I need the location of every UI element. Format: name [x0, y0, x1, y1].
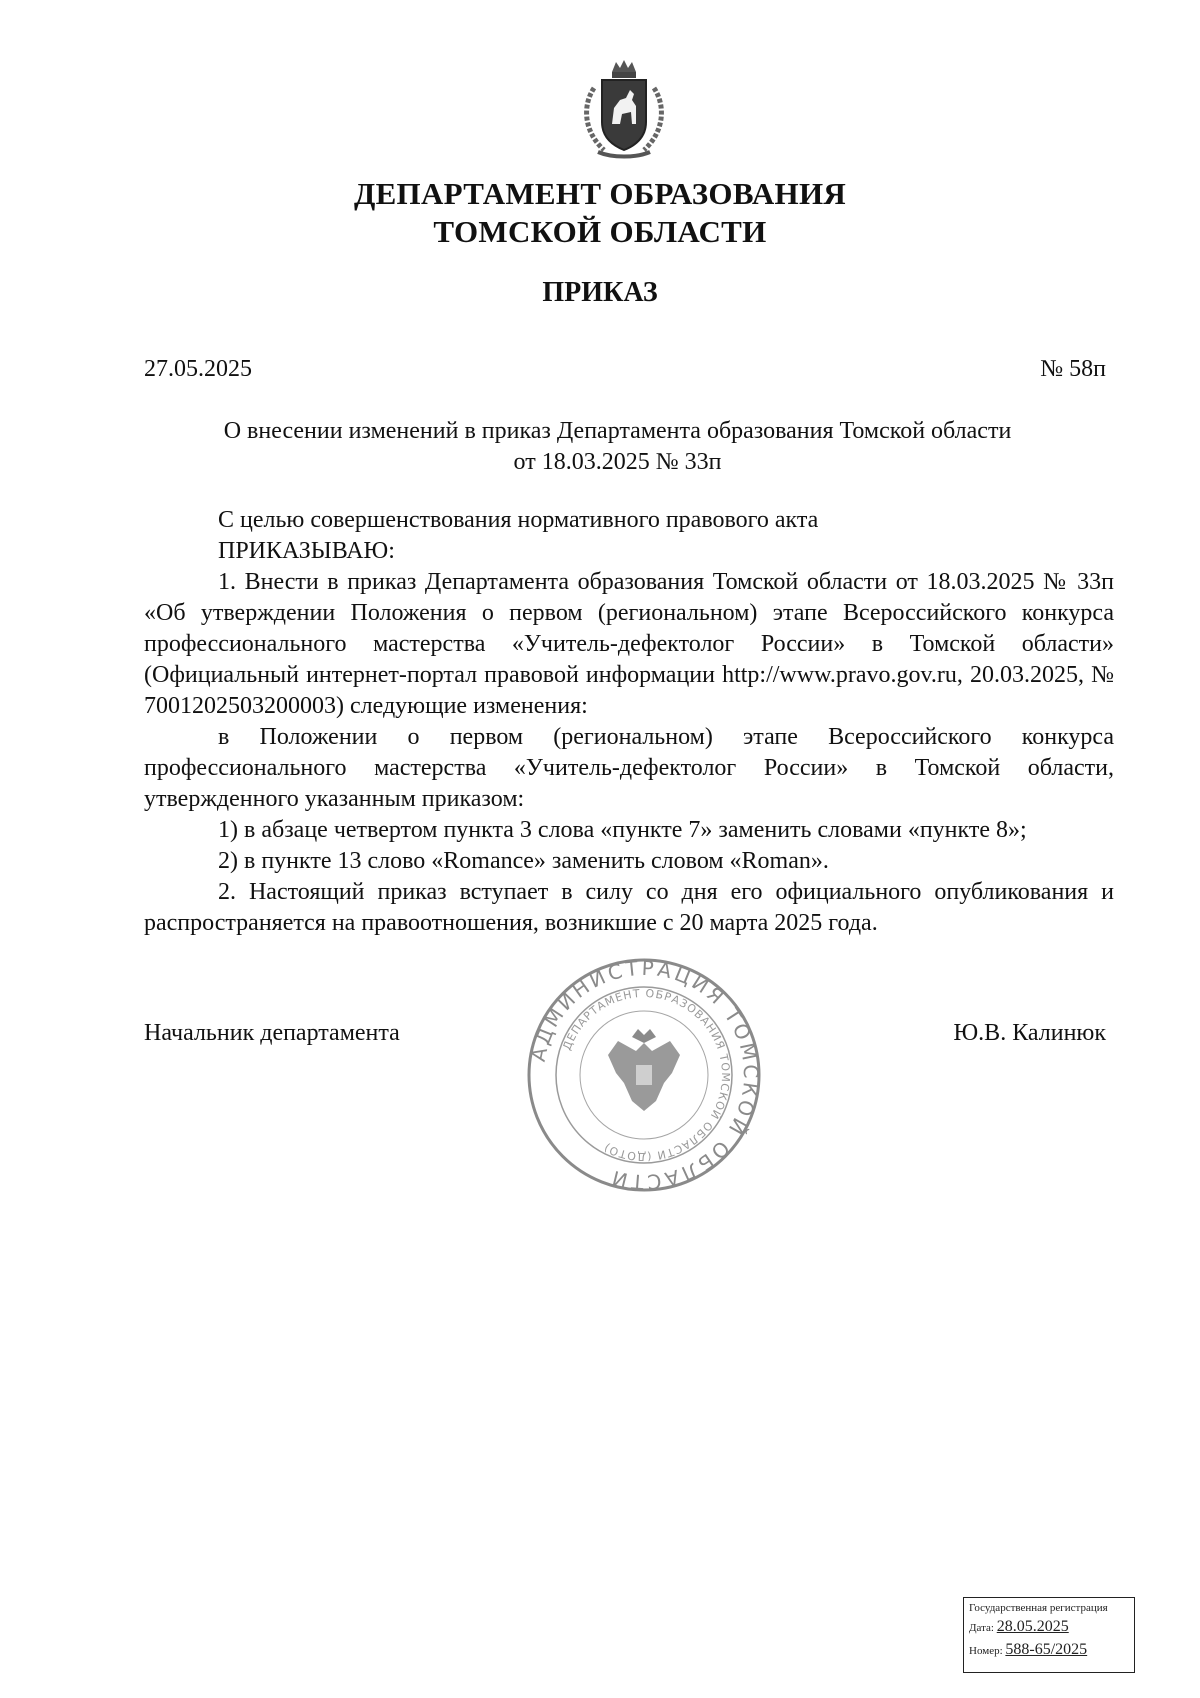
preamble-paragraph: С целью совершенствования нормативного правового акта — [218, 507, 819, 533]
signatory-name: Ю.В. Калинюк — [953, 1020, 1106, 1046]
subitem-1-paragraph: 1) в абзаце четвертом пункта 3 слова «пункте 7» заменить словами «пункте 8»; — [218, 817, 1027, 843]
registration-number-value: 588-65/2025 — [1005, 1641, 1088, 1658]
registration-number-label: Номер: — [969, 1645, 1003, 1657]
svg-text:ДЕПАРТАМЕНТ ОБРАЗОВАНИЯ ТОМСКО: ДЕПАРТАМЕНТ ОБРАЗОВАНИЯ ТОМСКОЙ ОБЛАСТИ (ДОТО) — [560, 986, 733, 1164]
registration-number-row — [969, 1639, 1129, 1662]
svg-text:АДМИНИСТРАЦИЯ ТОМСКОЙ ОБЛАСТИ: АДМИНИСТРАЦИЯ ТОМСКОЙ ОБЛАСТИ — [525, 955, 764, 1195]
item-2-paragraph: 2. Настоящий приказ вступает в силу со дня его официального опубликования и распространяется на правоотношения, возникшие с 20 марта 2025 года. — [144, 879, 1114, 936]
item-1-paragraph: 1. Внести в приказ Департамента образования Томской области от 18.03.2025 № 33п «Об утверждении Положения о первом (региональном) этапе Всероссийского конкурса профессионального мастерства «Учитель-дефектолог России» в Томской области» (Официальный интернет-портал правовой информации http://www.pravo.gov.ru, 20.03.2025, № 7001202503200003) следующие изменения: — [144, 569, 1114, 719]
document-date: 27.05.2025 — [144, 356, 252, 382]
subject-line1: О внесении изменений в приказ Департамента образования Томской области — [223, 418, 1012, 444]
signatory-title: Начальник департамента — [144, 1020, 400, 1046]
official-seal-icon — [524, 955, 764, 1195]
tomsk-region-coat-of-arms-icon — [576, 58, 672, 162]
organization-name-line1: ДЕПАРТАМЕНТ ОБРАЗОВАНИЯ — [353, 176, 847, 211]
document-number: № 58п — [1040, 356, 1106, 382]
subject-line2: от 18.03.2025 № 33п — [513, 449, 722, 475]
document-body — [144, 505, 1114, 939]
registration-date-value: 28.05.2025 — [996, 1618, 1069, 1635]
subitem-2-paragraph: 2) в пункте 13 слово «Romance» заменить словом «Roman». — [218, 848, 829, 874]
order-word: ПРИКАЗЫВАЮ: — [218, 538, 395, 564]
document-type: ПРИКАЗ — [542, 277, 658, 308]
registration-date-row — [969, 1616, 1129, 1639]
document-subject — [150, 416, 1085, 478]
registration-date-label: Дата: — [969, 1622, 994, 1634]
organization-name-line2: ТОМСКОЙ ОБЛАСТИ — [433, 214, 767, 249]
registration-title: Государственная регистрация — [969, 1602, 1108, 1614]
registration-box — [963, 1597, 1135, 1673]
item-1-intro-paragraph: в Положении о первом (региональном) этапе Всероссийского конкурса профессионального мастерства «Учитель-дефектолог России» в Томской области, утвержденного указанным приказом: — [144, 724, 1114, 812]
